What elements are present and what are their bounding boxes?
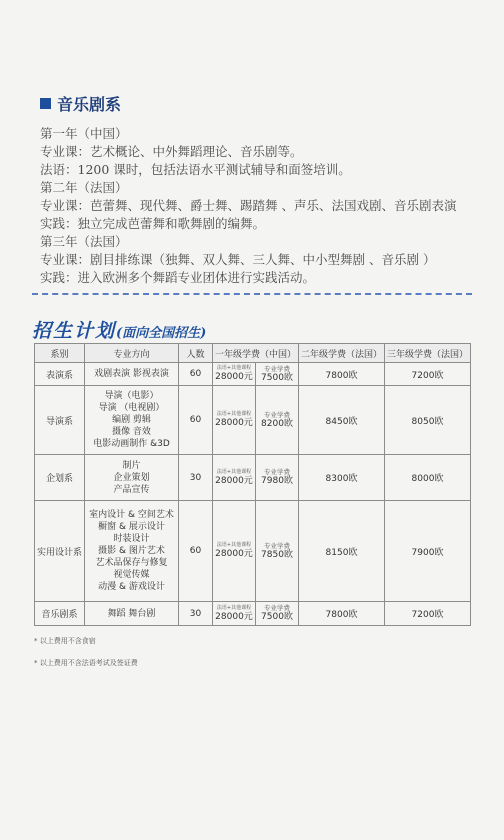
section-title-text: 音乐剧系: [57, 95, 122, 114]
fee-year1-cell: [213, 363, 299, 386]
direction-item: 摄像 音效: [112, 427, 151, 437]
header-fee-year2: 二年级学费（法国）: [299, 344, 385, 363]
dept-cell: 企划系: [35, 455, 85, 501]
curriculum-line: 实践：独立完成芭蕾舞和歌舞剧的编舞。: [40, 216, 266, 231]
fee-year1-french-amount: 28000元: [215, 611, 253, 622]
header-fee-year1: 一年级学费（中国）: [213, 344, 299, 363]
fee-year1-cell: [213, 501, 299, 602]
fee-year1-french-note: 法语+其他课程: [216, 365, 252, 371]
plan-title-main: 招生计划: [32, 320, 117, 342]
header-count: 人数: [179, 344, 213, 363]
table-row: [35, 363, 471, 386]
count-cell: 30: [179, 602, 213, 626]
fee-year1-major-label: 专业学费: [264, 364, 290, 373]
direction-item: 导演（电影）: [104, 391, 159, 401]
fee-year1-major-label: 专业学费: [264, 468, 290, 476]
curriculum-line: 专业课：艺术概论、中外舞蹈理论、音乐剧等。: [40, 144, 303, 159]
fee-year1-french-amount: 28000元: [215, 418, 253, 428]
fee-year1-major-label: 专业学费: [264, 604, 290, 612]
table-row: [35, 602, 471, 626]
table-row: [35, 386, 471, 455]
fee-year3-cell: 7900欧: [385, 501, 471, 602]
fee-year2-cell: 7800欧: [299, 363, 385, 386]
plan-title-subtitle: (面向全国招生): [116, 326, 207, 341]
enrollment-table: [34, 343, 471, 626]
direction-cell: [85, 363, 179, 386]
curriculum-lines: [40, 125, 470, 287]
fee-year2-cell: 8300欧: [299, 455, 385, 501]
table-row: [35, 501, 471, 602]
fee-year1-cell: [213, 602, 299, 626]
table-row: [35, 455, 471, 501]
fee-year2-cell: 8150欧: [299, 501, 385, 602]
count-cell: 30: [179, 455, 213, 501]
note-no-exam-visa: * 以上费用不含法语考试及签证费: [34, 659, 138, 667]
fee-year1-french-amount: 28000元: [215, 549, 253, 559]
fee-year3-cell: 8000欧: [385, 455, 471, 501]
fee-year3-cell: 7200欧: [385, 602, 471, 626]
fee-year1-cell: [213, 386, 299, 455]
header-fee-year3: 三年级学费（法国）: [385, 344, 471, 363]
curriculum-line: 第一年（中国）: [40, 126, 128, 141]
fee-year1-french-note: 法语+其他课程: [216, 468, 252, 475]
direction-item: 导演 （电视剧）: [98, 403, 165, 413]
direction-item: 艺术品保存与修复: [95, 558, 168, 568]
direction-item: 制片: [122, 460, 141, 471]
square-bullet-icon: [40, 98, 51, 109]
direction-item: 视觉传媒: [113, 570, 150, 580]
direction-item: 编剧 剪辑: [112, 415, 151, 425]
curriculum-line: 专业课：芭蕾舞、现代舞、爵士舞、踢踏舞 、声乐、法国戏剧、音乐剧表演: [40, 198, 457, 213]
direction-item: 橱窗 & 展示设计: [98, 522, 165, 532]
direction-cell: [85, 501, 179, 602]
dept-cell: 实用设计系: [35, 501, 85, 602]
direction-item: 动漫 & 游戏设计: [98, 582, 165, 592]
fee-year1-major-amount: 7850欧: [261, 549, 293, 560]
section-title: [40, 92, 470, 115]
direction-item: 舞蹈 舞台剧: [107, 608, 156, 619]
direction-cell: [85, 602, 179, 626]
fee-year1-major-label: 专业学费: [264, 410, 290, 419]
music-theatre-section: [40, 92, 470, 287]
curriculum-line: 第三年（法国）: [40, 234, 128, 249]
header-dept: 系别: [35, 344, 85, 363]
fee-year1-major-amount: 7500欧: [261, 372, 293, 383]
fee-year2-cell: 8450欧: [299, 386, 385, 455]
table-header-row: [35, 344, 471, 363]
count-cell: 60: [179, 501, 213, 602]
fee-year1-french-note: 法语+其他课程: [216, 542, 252, 548]
fee-year1-french-note: 法语+其他课程: [216, 604, 252, 611]
fee-year1-major-amount: 7500欧: [261, 612, 293, 622]
fee-year3-cell: 7200欧: [385, 363, 471, 386]
fee-year1-cell: [213, 455, 299, 501]
count-cell: 60: [179, 363, 213, 386]
direction-item: 电影动画制作 &3D: [93, 439, 170, 449]
fee-year1-french-amount: 28000元: [215, 475, 253, 486]
header-direction: 专业方向: [85, 344, 179, 363]
fee-year1-major-label: 专业学费: [264, 541, 290, 550]
curriculum-line: 专业课：剧目排练课（独舞、双人舞、三人舞、中小型舞剧 、音乐剧 ）: [40, 252, 436, 267]
direction-item: 室内设计 & 空间艺术: [89, 510, 174, 520]
dashed-divider: [32, 293, 472, 295]
direction-cell: [85, 386, 179, 455]
dept-cell: 音乐剧系: [35, 602, 85, 626]
fee-year1-major-amount: 8200欧: [261, 418, 293, 429]
fee-year3-cell: 8050欧: [385, 386, 471, 455]
direction-item: 摄影 & 图片艺术: [98, 546, 165, 556]
curriculum-line: 实践：进入欧洲多个舞蹈专业团体进行实践活动。: [40, 270, 316, 285]
direction-item: 戏剧表演 影视表演: [94, 369, 169, 379]
count-cell: 60: [179, 386, 213, 455]
curriculum-line: 法语：1200 课时，包括法语水平测试辅导和面签培训。: [40, 162, 351, 177]
note-no-board: * 以上费用不含食宿: [34, 637, 96, 645]
fee-year1-french-note: 法语+其他课程: [216, 411, 252, 417]
direction-item: 时装设计: [113, 534, 150, 544]
plan-title: [32, 316, 206, 343]
direction-item: 产品宣传: [113, 484, 150, 495]
fee-year2-cell: 7800欧: [299, 602, 385, 626]
fee-year1-major-amount: 7980欧: [261, 476, 293, 486]
dept-cell: 导演系: [35, 386, 85, 455]
curriculum-line: 第二年（法国）: [40, 180, 128, 195]
direction-item: 企业策划: [113, 472, 150, 483]
dept-cell: 表演系: [35, 363, 85, 386]
fee-year1-french-amount: 28000元: [215, 372, 253, 382]
direction-cell: [85, 455, 179, 501]
